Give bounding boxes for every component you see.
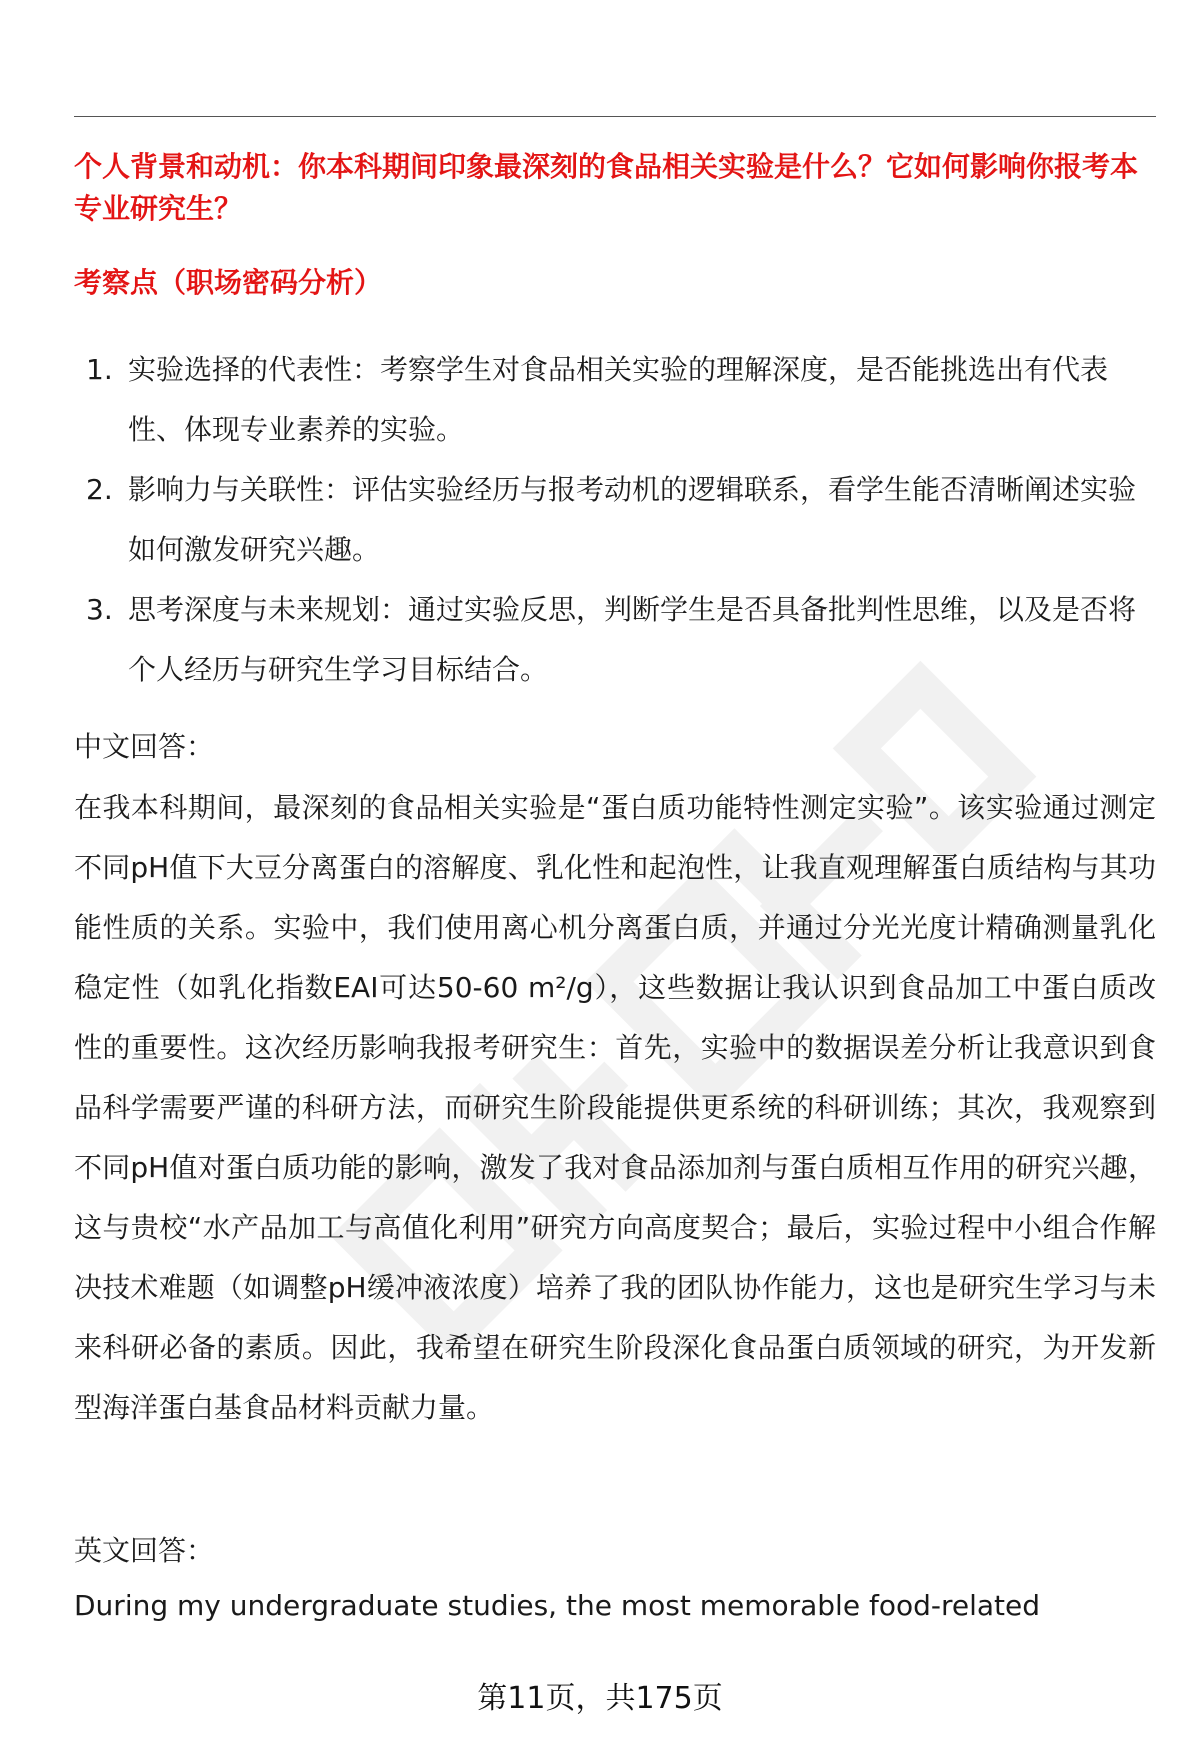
assessment-points-list <box>74 340 1156 700</box>
chinese-answer-text: 在我本科期间，最深刻的食品相关实验是“蛋白质功能特性测定实验”。该实验通过测定不同pH值下大豆分离蛋白的溶解度、乳化性和起泡性，让我直观理解蛋白质结构与其功能性质的关系。实验中，我们使用离心机分离蛋白质，并通过分光光度计精确测量乳化稳定性（如乳化指数EAI可达50-60 m²/g），这些数据让我认识到食品加工中蛋白质改性的重要性。这次经历影响我报考研究生：首先，实验中的数据误差分析让我意识到食品科学需要严谨的科研方法，而研究生阶段能提供更系统的科研训练；其次，我观察到不同pH值对蛋白质功能的影响，激发了我对食品添加剂与蛋白质相互作用的研究兴趣，这与贵校“水产品加工与高值化利用”研究方向高度契合；最后，实验过程中小组合作解决技术难题（如调整pH缓冲液浓度）培养了我的团队协作能力，这也是研究生学习与未来科研必备的素质。因此，我希望在研究生阶段深化食品蛋白质领域的研究，为开发新型海洋蛋白基食品材料贡献力量。 <box>74 791 1156 1424</box>
page-number-footer: 第11页，共175页 <box>477 1681 723 1716</box>
list-item-text: 思考深度与未来规划：通过实验反思，判断学生是否具备批判性思维，以及是否将个人经历与研究生学习目标结合。 <box>128 593 1137 686</box>
section-title: 考察点（职场密码分析） <box>74 266 383 299</box>
english-answer-label: 英文回答： <box>74 1534 215 1567</box>
list-item-text: 影响力与关联性：评估实验经历与报考动机的逻辑联系，看学生能否清晰阐述实验如何激发研究兴趣。 <box>128 473 1137 566</box>
top-divider <box>74 116 1156 117</box>
list-item-text: 实验选择的代表性：考察学生对食品相关实验的理解深度，是否能挑选出有代表性、体现专业素养的实验。 <box>128 353 1109 446</box>
chinese-answer-label: 中文回答： <box>74 730 215 763</box>
list-item <box>74 580 1156 700</box>
list-item-number: 2. <box>86 473 113 506</box>
list-item <box>74 340 1156 460</box>
list-item <box>74 460 1156 580</box>
list-item-number: 1. <box>86 353 113 386</box>
question-heading: 个人背景和动机：你本科期间印象最深刻的食品相关实验是什么？它如何影响你报考本专业研究生？ <box>74 150 1139 225</box>
english-answer-text: During my undergraduate studies, the most memorable food-related <box>74 1589 1040 1622</box>
list-item-number: 3. <box>86 593 113 626</box>
